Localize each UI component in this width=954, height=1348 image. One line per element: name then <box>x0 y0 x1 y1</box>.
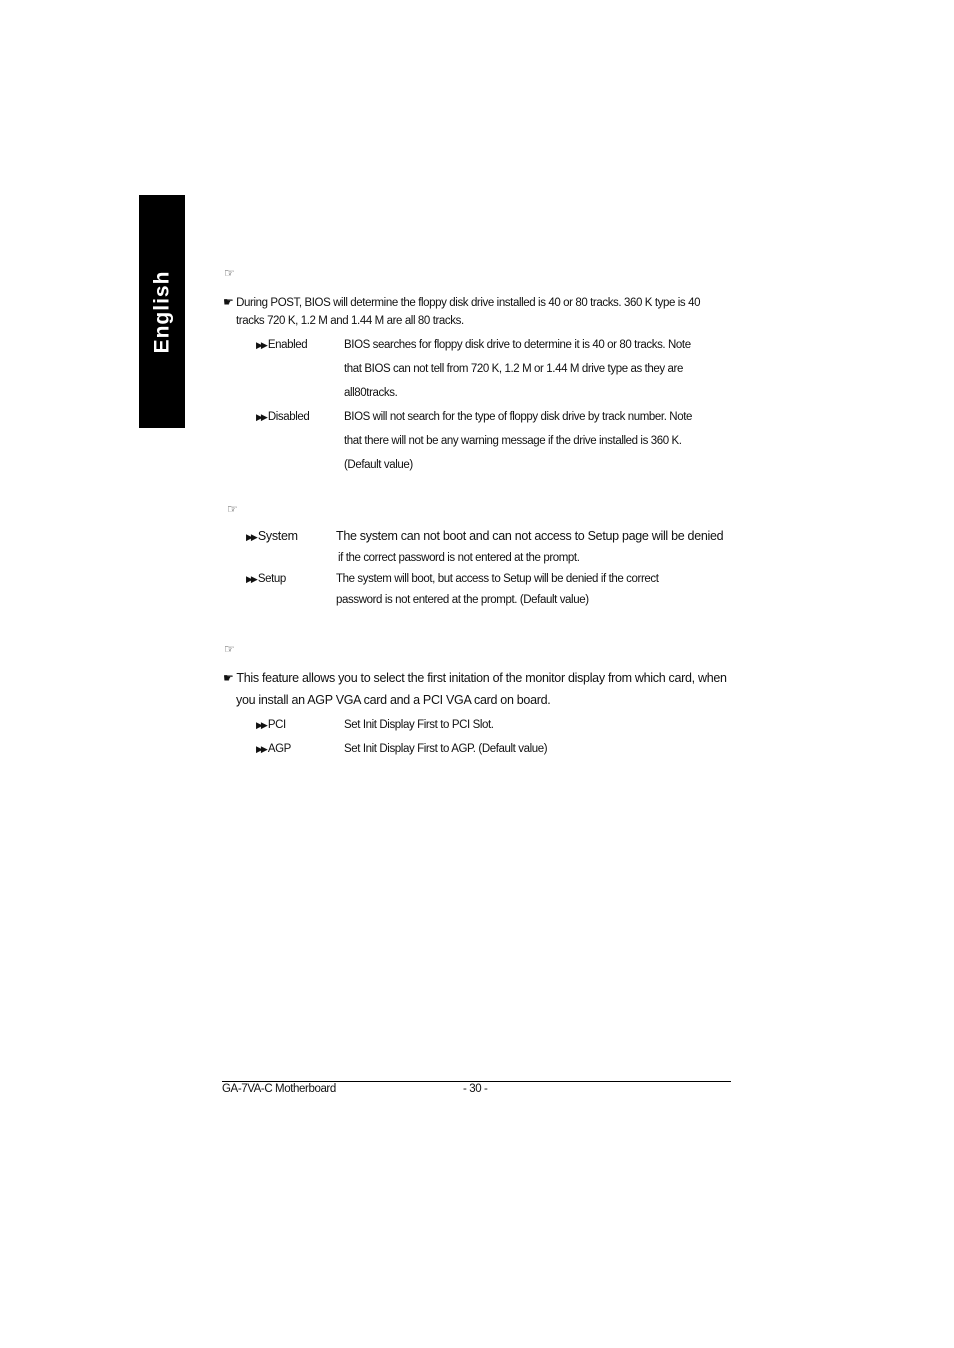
option-system-label <box>246 529 298 543</box>
double-arrow-icon: ▶▶ <box>256 744 266 754</box>
footer-divider <box>222 1081 731 1082</box>
option-system-desc1: The system can not boot and can not access to Setup page will be denied <box>336 529 724 543</box>
option-pci-desc: Set Init Display First to PCI Slot. <box>344 719 494 731</box>
init-display-intro-line2: you install an AGP VGA card and a PCI VGA card on board. <box>236 693 551 707</box>
option-label-text: PCI <box>267 719 286 731</box>
option-setup-desc1: The system will boot, but access to Setup will be denied if the correct <box>336 573 659 585</box>
option-disabled-desc3: (Default value) <box>344 459 413 471</box>
side-tab-label: English <box>150 270 173 353</box>
floppy-intro-line2: tracks 720 K, 1.2 M and 1.44 M are all 80 tracks. <box>236 315 464 327</box>
option-label-text: Disabled <box>267 411 310 423</box>
footer-page-number: - 30 - <box>463 1083 488 1095</box>
hand-pointer-icon: ☞ <box>224 642 235 656</box>
option-label-text: Enabled <box>267 339 308 351</box>
option-agp-desc: Set Init Display First to AGP. (Default value) <box>344 743 548 755</box>
hand-pointer-icon: ☞ <box>224 266 235 280</box>
option-disabled-label <box>256 411 309 423</box>
floppy-intro-text1: During POST, BIOS will determine the floppy disk drive installed is 40 or 80 tracks. 360 K type is 40 <box>236 297 701 309</box>
footer-model: GA-7VA-C Motherboard <box>222 1083 336 1095</box>
double-arrow-icon: ▶▶ <box>256 340 266 350</box>
hand-pointer-icon: ☞ <box>227 502 238 516</box>
init-display-intro-text1: This feature allows you to select the first initation of the monitor display from which card, when <box>236 671 727 685</box>
double-arrow-icon: ▶▶ <box>256 412 266 422</box>
option-label-text: Setup <box>257 573 286 585</box>
option-disabled-desc1: BIOS will not search for the type of floppy disk drive by track number. Note <box>344 411 692 423</box>
bullet-icon: ☛ <box>223 671 234 685</box>
double-arrow-icon: ▶▶ <box>256 720 266 730</box>
option-enabled-desc3: all80tracks. <box>344 387 398 399</box>
floppy-intro-line1 <box>223 295 700 309</box>
double-arrow-icon: ▶▶ <box>246 532 256 542</box>
option-agp-label <box>256 743 291 755</box>
option-enabled-label <box>256 339 307 351</box>
init-display-intro-line1 <box>223 671 727 685</box>
double-arrow-icon: ▶▶ <box>246 574 256 584</box>
option-enabled-desc2: that BIOS can not tell from 720 K, 1.2 M or 1.44 M drive type as they are <box>344 363 683 375</box>
option-pci-label <box>256 719 286 731</box>
option-setup-label <box>246 573 286 585</box>
language-side-tab <box>139 195 185 428</box>
bullet-icon: ☛ <box>223 295 234 309</box>
option-disabled-desc2: that there will not be any warning message if the drive installed is 360 K. <box>344 435 682 447</box>
option-enabled-desc1: BIOS searches for floppy disk drive to determine it is 40 or 80 tracks. Note <box>344 339 691 351</box>
option-system-desc2: if the correct password is not entered at the prompt. <box>338 552 580 564</box>
option-label-text: System <box>257 529 298 543</box>
option-label-text: AGP <box>267 743 291 755</box>
option-setup-desc2: password is not entered at the prompt. (Default value) <box>336 594 589 606</box>
